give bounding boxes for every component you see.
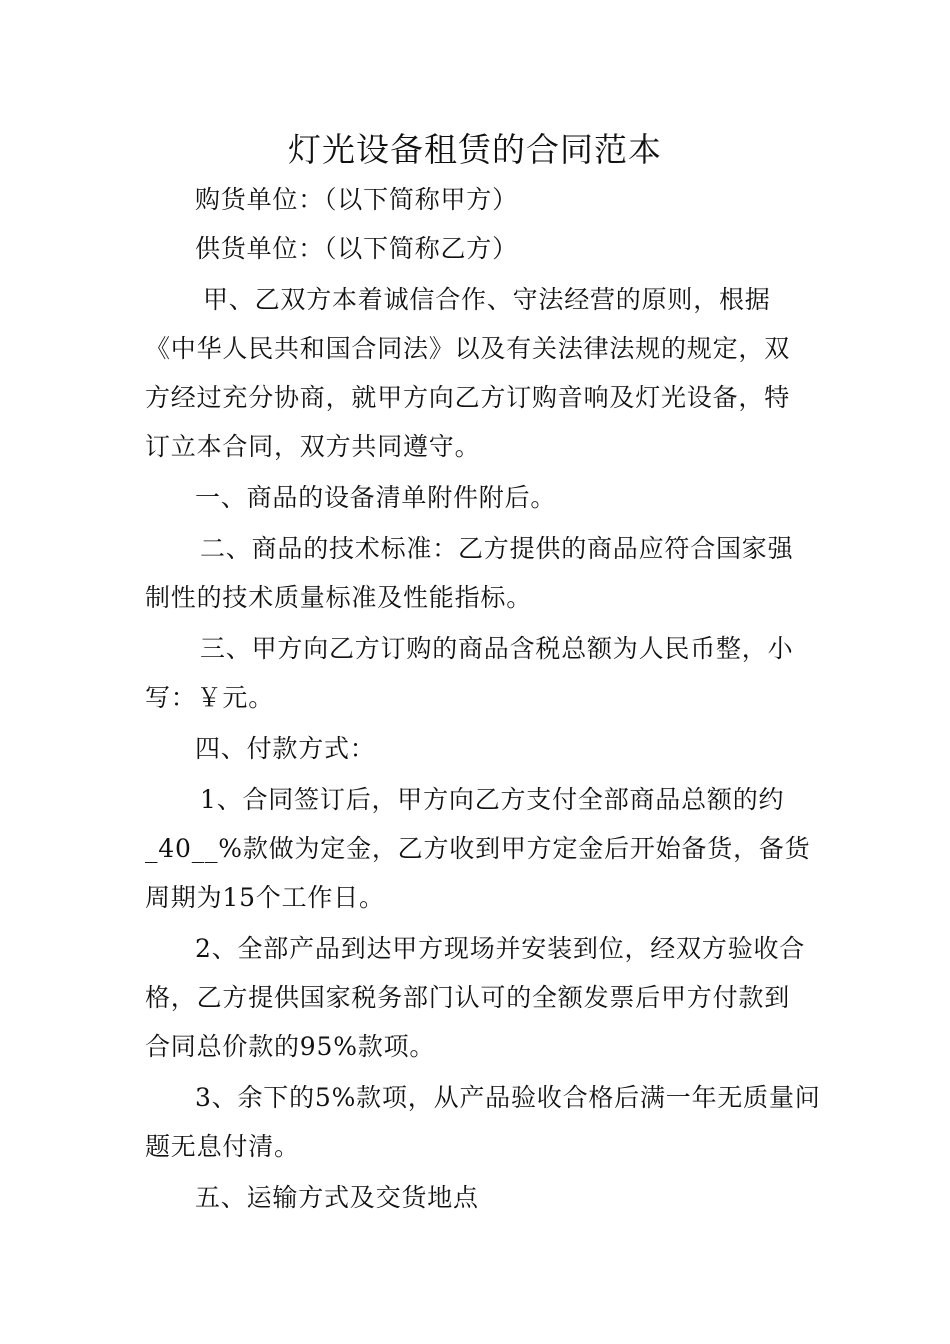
payment-1-line-1: 1、合同签订后，甲方向乙方支付全部商品总额的约 <box>200 785 785 814</box>
preamble-line-3: 方经过充分协商，就甲方向乙方订购音响及灯光设备，特 <box>145 383 791 412</box>
preamble-line-1: 甲、乙双方本着诚信合作、守法经营的原则，根据 <box>203 285 771 314</box>
clause-2-line-1: 二、商品的技术标准：乙方提供的商品应符合国家强 <box>200 534 794 563</box>
payment-1-line-2: _40__%款做为定金，乙方收到甲方定金后开始备货，备货 <box>145 834 811 863</box>
payment-2-line-1: 2、全部产品到达甲方现场并安装到位，经双方验收合 <box>195 934 806 963</box>
clause-3-line-2: 写：￥元。 <box>145 683 275 712</box>
document-title: 灯光设备租赁的合同范本 <box>288 130 662 169</box>
payment-1-line-3: 周期为15个工作日。 <box>145 883 385 912</box>
preamble-line-2: 《中华人民共和国合同法》以及有关法律法规的规定，双 <box>145 334 791 363</box>
preamble-line-4: 订立本合同，双方共同遵守。 <box>145 432 481 461</box>
payment-2-line-3: 合同总价款的95%款项。 <box>145 1032 436 1061</box>
clause-2-line-2: 制性的技术质量标准及性能指标。 <box>145 583 533 612</box>
supplier-line: 供货单位：（以下简称乙方） <box>195 234 518 263</box>
clause-1-line: 一、商品的设备清单附件附后。 <box>195 483 557 512</box>
clause-3-line-1: 三、甲方向乙方订购的商品含税总额为人民币整，小 <box>200 634 794 663</box>
payment-3-line-1: 3、余下的5%款项，从产品验收合格后满一年无质量问 <box>195 1083 821 1112</box>
clause-5-heading: 五、运输方式及交货地点 <box>195 1183 479 1212</box>
payment-3-line-2: 题无息付清。 <box>145 1132 300 1161</box>
clause-4-heading: 四、付款方式： <box>195 734 376 763</box>
payment-2-line-2: 格，乙方提供国家税务部门认可的全额发票后甲方付款到 <box>145 983 791 1012</box>
buyer-line: 购货单位：（以下简称甲方） <box>195 185 518 214</box>
